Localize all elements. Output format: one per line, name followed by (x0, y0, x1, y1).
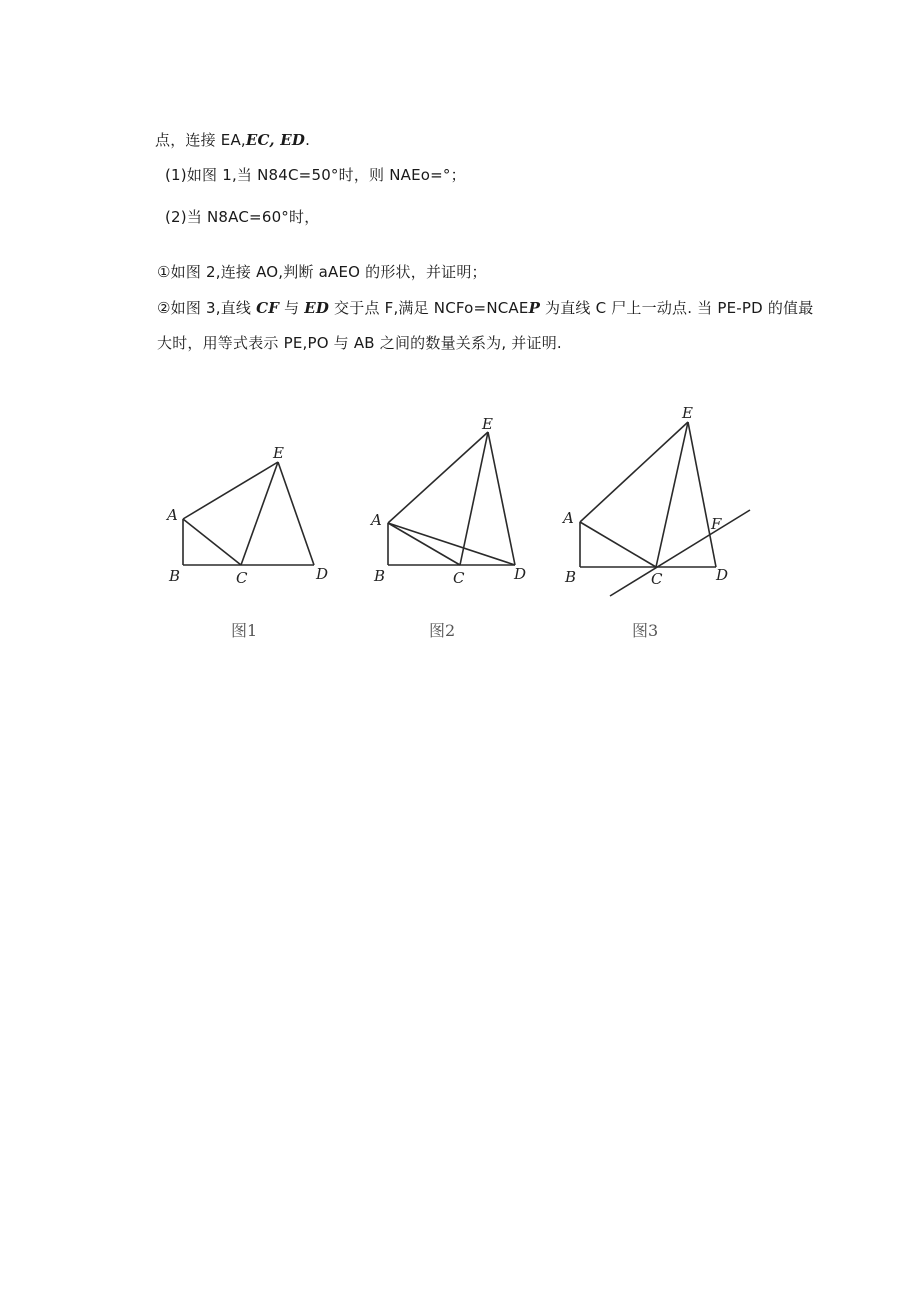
part-1-text: (1)如图 1,当 N84C=50°时，则 NAEo=°； (165, 166, 466, 184)
figure-3 (561, 404, 750, 640)
line1-text: 点，连接 EA, (155, 131, 246, 149)
fig3-seg-EC (656, 422, 688, 567)
subpart-2-p: P (528, 299, 541, 317)
subpart-2-end: 为直线 C 尸上一动点. 当 PE-PD 的值最 (540, 299, 814, 317)
fig3-label-B: B (565, 568, 577, 586)
fig2-label-A: A (371, 511, 382, 529)
fig3-caption: 图3 (632, 621, 659, 640)
subpart-2-yu: 与 (279, 299, 305, 317)
fig1-seg-AC (183, 519, 241, 565)
fig2-label-D: D (514, 565, 527, 583)
fig1-seg-AE (183, 462, 278, 519)
fig3-label-A: A (563, 509, 574, 527)
figure-1 (165, 444, 328, 640)
fig2-label-E: E (482, 415, 493, 433)
subpart-1-text: ①如图 2,连接 AO,判断 aAEO 的形状，并证明； (157, 263, 487, 281)
subpart-2-ed: ED (304, 299, 330, 317)
fig1-label-A: A (167, 506, 178, 524)
fig3-label-D: D (716, 566, 729, 584)
fig3-label-C: C (651, 570, 663, 588)
fig1-seg-ED (278, 462, 314, 565)
subpart-2-cont-text: 大时，用等式表示 PE,PO 与 AB 之间的数量关系为, 并证明. (157, 334, 562, 352)
fig1-label-B: B (169, 567, 181, 585)
subpart-2-start: ②如图 3,直线 (157, 299, 257, 317)
subpart-2-cf: CF (256, 299, 280, 317)
fig2-seg-ED (488, 432, 515, 565)
fig2-seg-AE (388, 432, 488, 523)
fig1-caption: 图1 (231, 621, 258, 640)
fig1-label-C: C (236, 569, 248, 587)
fig3-label-F: F (711, 515, 722, 533)
line1-italic: EC, ED (245, 131, 306, 149)
fig2-seg-AD (388, 523, 515, 565)
fig2-label-C: C (453, 569, 465, 587)
fig2-label-B: B (374, 567, 386, 585)
subpart-2-mid: 交于点 F,满足 NCFo=NCAE (329, 299, 529, 317)
fig2-caption: 图2 (429, 621, 456, 640)
fig3-seg-AE (580, 422, 688, 522)
fig2-seg-EC (460, 432, 488, 565)
fig1-label-D: D (316, 565, 329, 583)
fig1-label-E: E (273, 444, 284, 462)
fig3-label-E: E (682, 404, 693, 422)
line1-end: . (305, 131, 311, 149)
part-2-text: (2)当 N8AC=60°时， (165, 208, 320, 226)
figure-2 (369, 415, 526, 640)
fig3-seg-AC (580, 522, 656, 567)
fig1-seg-EC (241, 462, 278, 565)
